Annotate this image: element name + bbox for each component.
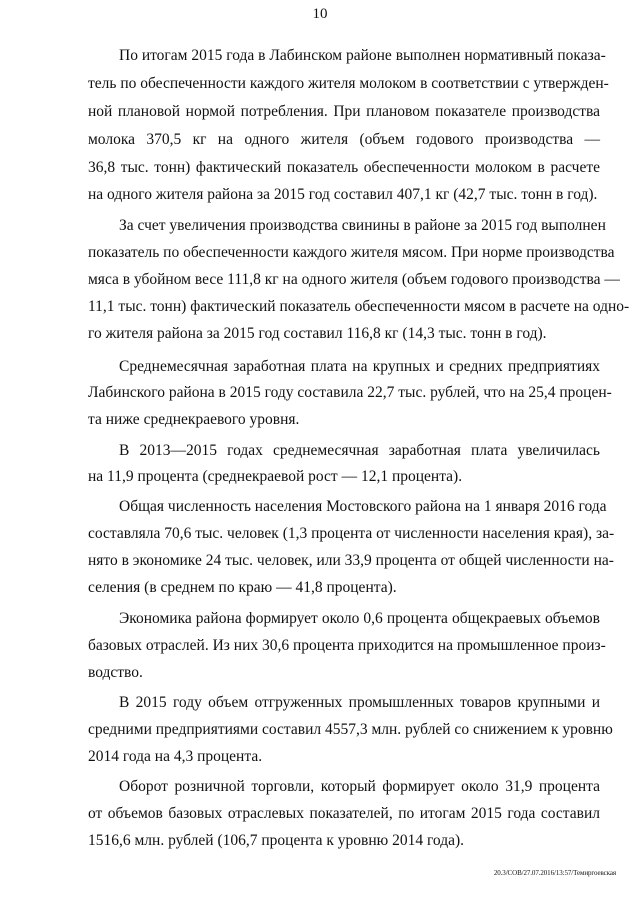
text-line: За счет увеличения производства свинины в районе за 2015 год выполнен [119, 217, 606, 234]
text-line: молока 370,5 кг на одного жителя (объем годового производства — [88, 131, 600, 148]
text-line: селения (в среднем по краю — 41,8 процента). [88, 579, 397, 596]
text-line: 2014 года на 4,3 процента. [88, 748, 263, 765]
text-line: го жителя района за 2015 год составил 116,8 кг (14,3 тыс. тонн в год). [88, 325, 547, 342]
text-line: В 2015 году объем отгруженных промышленных товаров крупными и [119, 694, 600, 711]
text-line: на 11,9 процента (среднекраевой рост — 12,1 процента). [88, 468, 463, 485]
text-line: от объемов базовых отраслевых показателей, по итогам 2015 года составил [88, 805, 600, 822]
text-line: мяса в убойном весе 111,8 кг на одного жителя (объем годового производства — [88, 271, 620, 288]
text-line: средними предприятиями составил 4557,3 млн. рублей со снижением к уровню [88, 721, 613, 738]
text-line: 11,1 тыс. тонн) фактический показатель обеспеченности мясом в расчете на одно- [88, 298, 630, 315]
text-line: базовых отраслей. Из них 30,6 процента приходится на промышленное произ- [88, 637, 606, 654]
text-line: на одного жителя района за 2015 год составил 407,1 кг (42,7 тыс. тонн в год). [88, 186, 598, 203]
page-number: 10 [312, 6, 328, 22]
text-line: В 2013—2015 годах среднемесячная заработная плата увеличилась [119, 442, 600, 459]
text-line: По итогам 2015 года в Лабинском районе выполнен нормативный показа- [119, 47, 606, 64]
text-line: составляла 70,6 тыс. человек (1,3 процента от численности населения края), за- [88, 525, 615, 542]
text-line: нято в экономике 24 тыс. человек, или 33,9 процента от общей численности на- [88, 552, 614, 569]
text-line: показатель по обеспеченности каждого жителя мясом. При норме производства [88, 244, 615, 261]
text-line: та ниже среднекраевого уровня. [88, 411, 300, 428]
text-line: тель по обеспеченности каждого жителя молоком в соответствии с утвержден- [88, 75, 609, 92]
text-line: водство. [88, 664, 143, 681]
text-line: Экономика района формирует около 0,6 процента общекраевых объемов [119, 610, 600, 627]
document-footer-code: 20.3/СОВ/27.07.2016/13:57/Темиргоевская [493, 869, 616, 877]
text-line: Среднемесячная заработная плата на крупных и средних предприятиях [119, 358, 600, 375]
text-line: ной плановой нормой потребления. При плановом показателе производства [88, 103, 600, 120]
text-line: Лабинского района в 2015 году составила 22,7 тыс. рублей, что на 25,4 процен- [88, 384, 612, 401]
text-line: 36,8 тыс. тонн) фактический показатель обеспеченности молоком в расчете [88, 159, 600, 176]
text-line: Общая численность населения Мостовского района на 1 января 2016 года [119, 498, 607, 515]
text-line: Оборот розничной торговли, который формирует около 31,9 процента [119, 778, 600, 795]
text-line: 1516,6 млн. рублей (106,7 процента к уровню 2014 года). [88, 832, 465, 849]
